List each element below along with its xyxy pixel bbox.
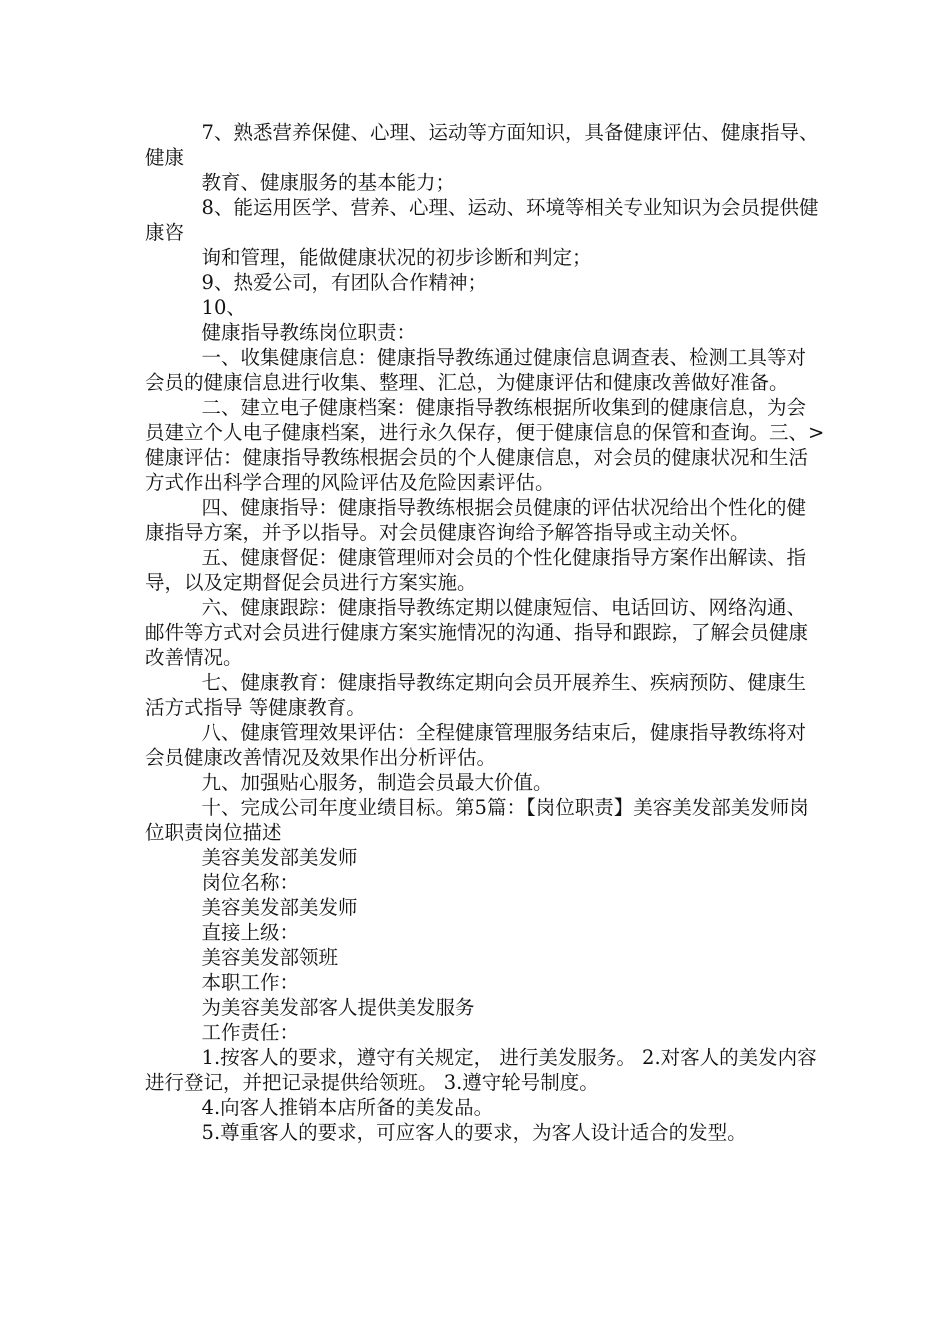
paragraph: 一、收集健康信息：健康指导教练通过健康信息调查表、检测工具等对会员的健康信息进行收集、整理、汇总，为健康评估和健康改善做好准备。 (145, 346, 807, 394)
field-value: 美容美发部领班 (201, 946, 339, 969)
paragraph: 5.尊重客人的要求，可应客人的要求，为客人设计适合的发型。 (201, 1121, 747, 1144)
paragraph: 五、健康督促：健康管理师对会员的个性化健康指导方案作出解读、指导，以及定期督促会员进行方案实施。 (145, 546, 807, 594)
field-label: 直接上级： (201, 921, 300, 944)
paragraph: 10、 (201, 296, 246, 319)
paragraph: 二、建立电子健康档案：健康指导教练根据所收集到的健康信息，为会员建立个人电子健康档案，进行永久保存，便于健康信息的保管和查询。三、>健康评估：健康指导教练根据会员的个人健康信息，对会员的健康状况和生活方式作出科学合理的风险评估及危险因素评估。 (145, 396, 825, 494)
paragraph: 1.按客人的要求，遵守有关规定， 进行美发服务。 2.对客人的美发内容进行登记，并把记录提供给领班。 3.遵守轮号制度。 (145, 1046, 817, 1094)
document-page (145, 120, 825, 1145)
paragraph: 九、加强贴心服务，制造会员最大价值。 (201, 771, 553, 794)
paragraph: 9、热爱公司，有团队合作精神； (201, 271, 487, 294)
field-value: 为美容美发部客人提供美发服务 (201, 996, 475, 1019)
paragraph: 8、能运用医学、营养、心理、运动、环境等相关专业知识为会员提供健康咨 (145, 196, 819, 244)
field-value: 美容美发部美发师 (201, 896, 358, 919)
paragraph: 七、健康教育：健康指导教练定期向会员开展养生、疾病预防、健康生活方式指导 等健康教育。 (145, 671, 807, 719)
field-label: 本职工作： (201, 971, 300, 994)
paragraph: 美容美发部美发师 (201, 846, 358, 869)
paragraph: 教育、健康服务的基本能力； (201, 171, 456, 194)
paragraph: 7、熟悉营养保健、心理、运动等方面知识，具备健康评估、健康指导、健康 (145, 121, 819, 169)
paragraph: 八、健康管理效果评估：全程健康管理服务结束后，健康指导教练将对会员健康改善情况及效果作出分析评估。 (145, 721, 807, 769)
paragraph: 4.向客人推销本店所备的美发品。 (201, 1096, 494, 1119)
paragraph: 询和管理，能做健康状况的初步诊断和判定； (201, 246, 592, 269)
field-label: 岗位名称： (201, 871, 300, 894)
paragraph: 六、健康跟踪：健康指导教练定期以健康短信、电话回访、网络沟通、邮件等方式对会员进行健康方案实施情况的沟通、指导和跟踪，了解会员健康改善情况。 (145, 596, 809, 669)
field-label: 工作责任： (201, 1021, 300, 1044)
paragraph: 四、健康指导：健康指导教练根据会员健康的评估状况给出个性化的健康指导方案，并予以指导。对会员健康咨询给予解答指导或主动关怀。 (145, 496, 807, 544)
section-heading: 健康指导教练岗位职责： (201, 321, 417, 344)
paragraph: 十、完成公司年度业绩目标。第5篇：【岗位职责】美容美发部美发师岗位职责岗位描述 (145, 796, 809, 844)
